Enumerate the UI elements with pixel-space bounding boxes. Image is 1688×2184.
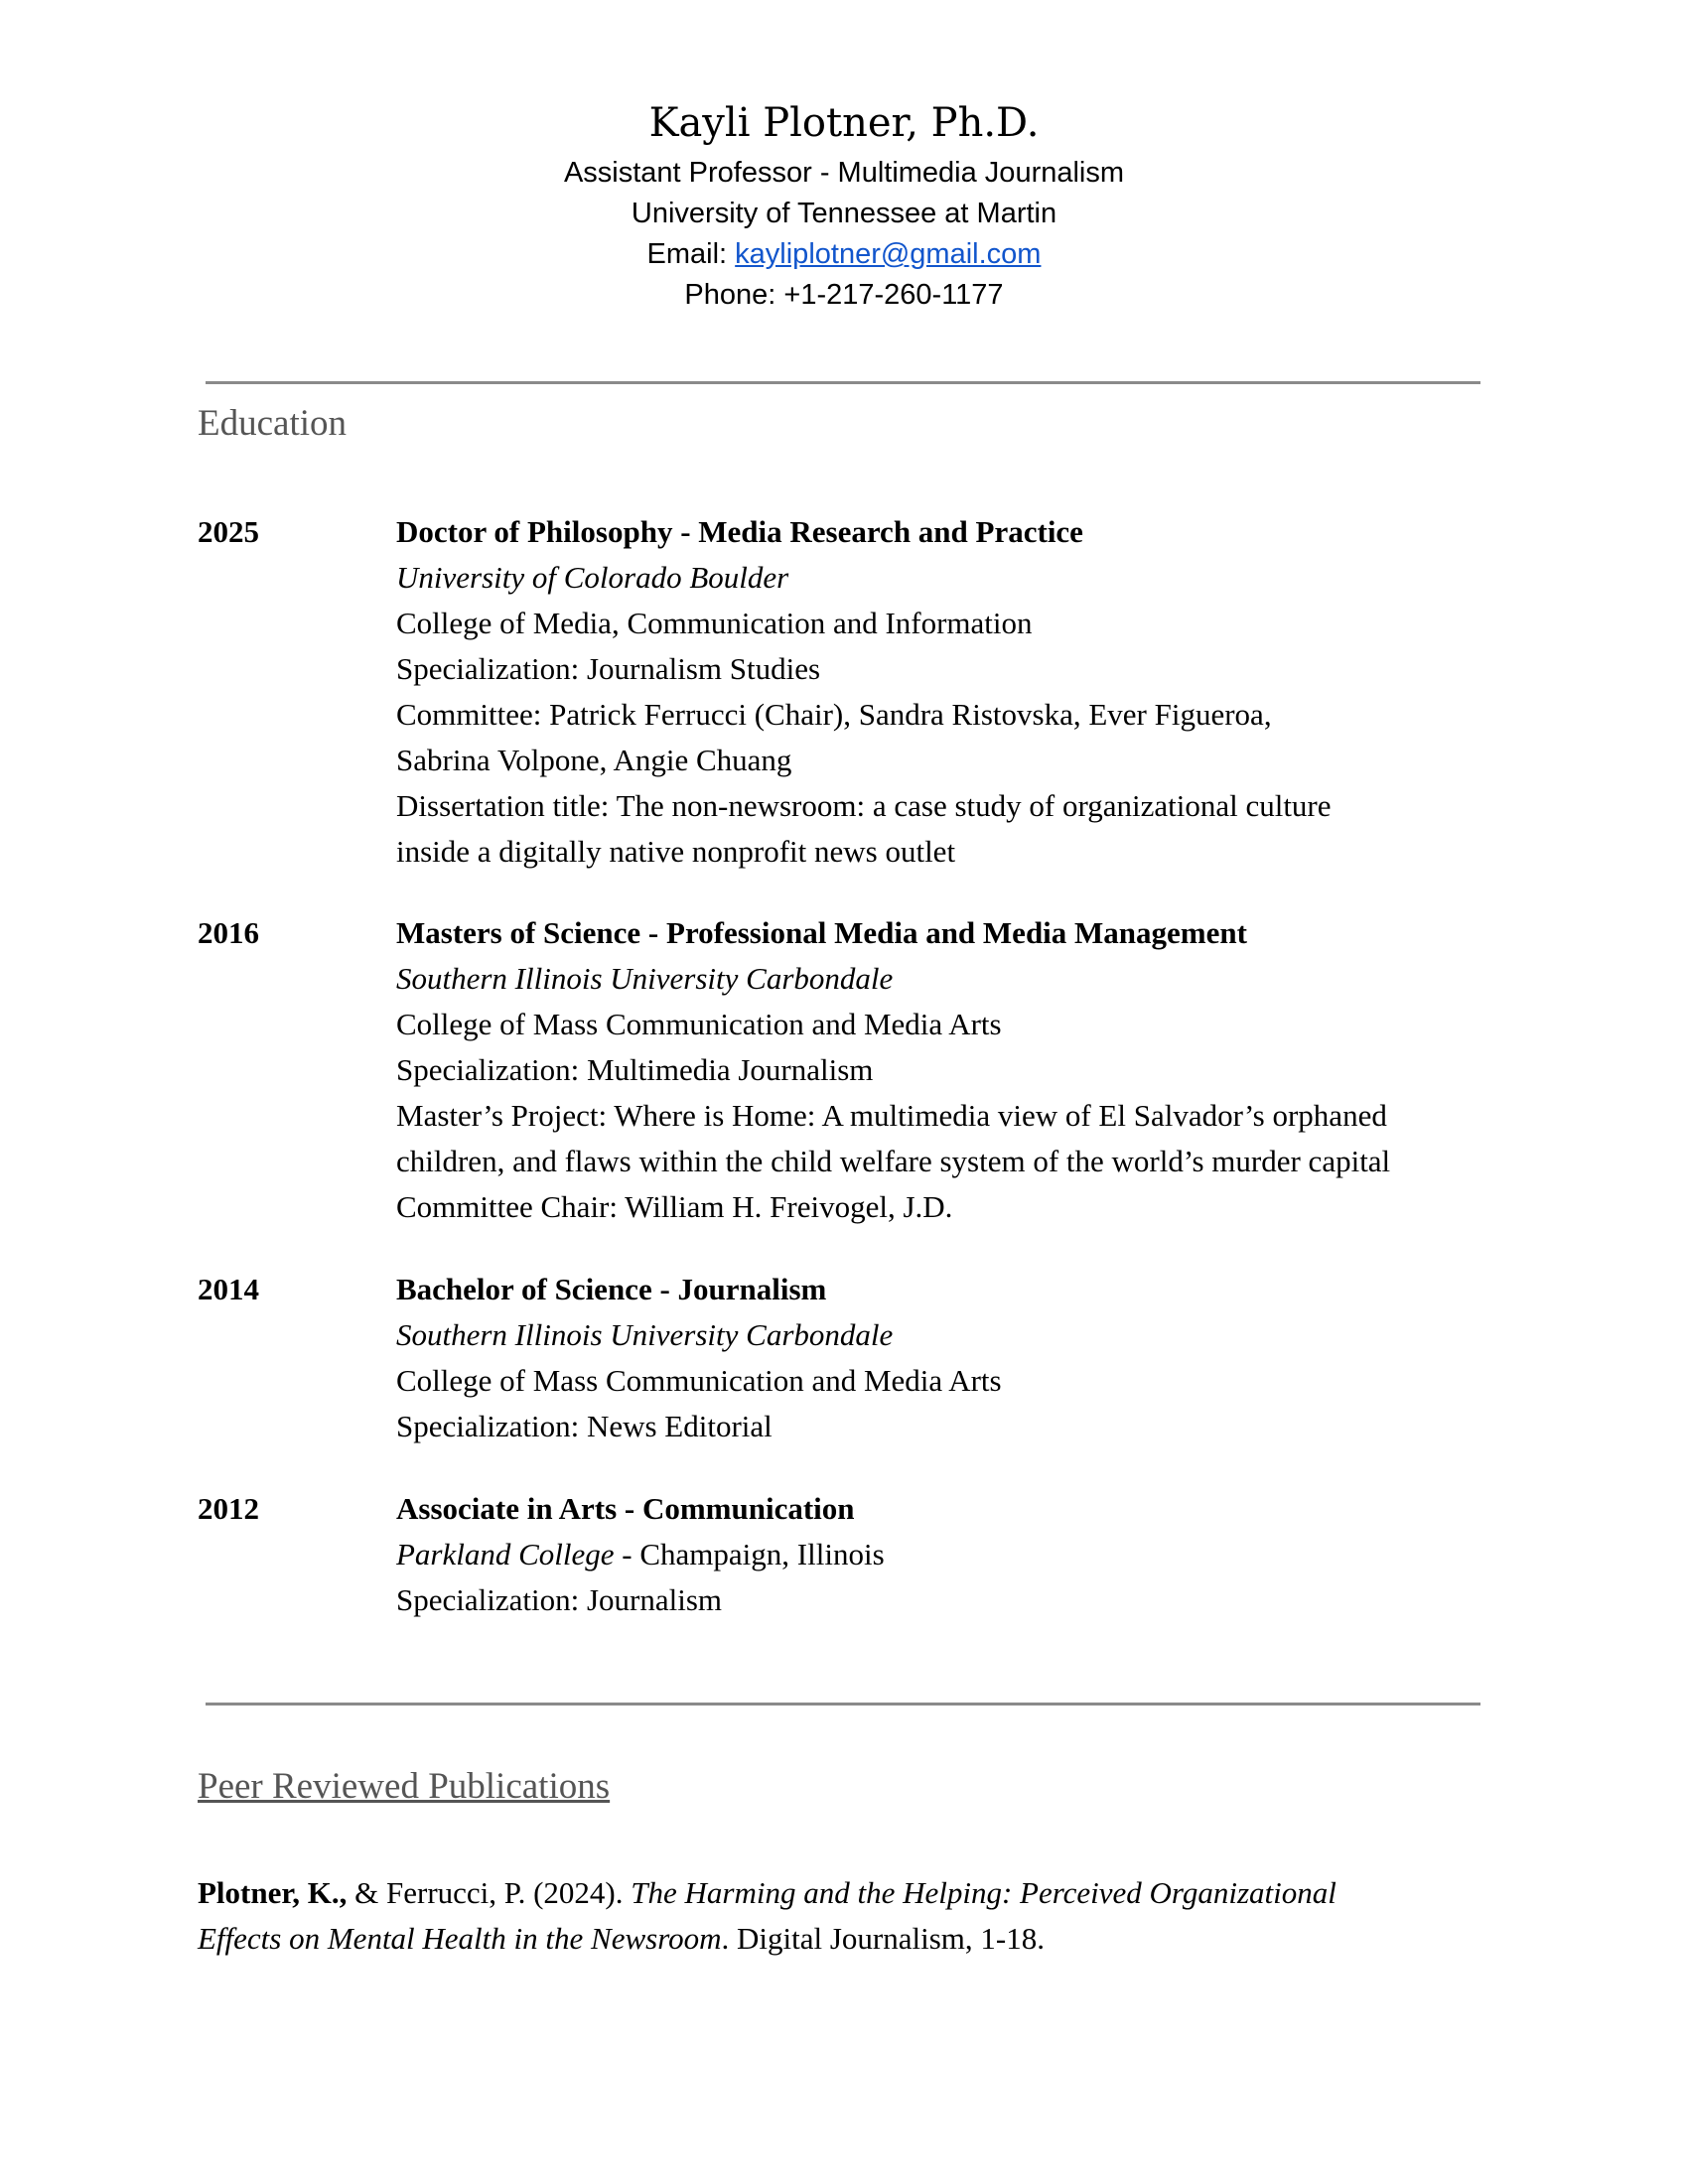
publication-title: Effects on Mental Health in the Newsroom (198, 1921, 722, 1956)
detail-line: Master’s Project: Where is Home: A multimedia view of El Salvador’s orphaned (396, 1098, 1387, 1133)
publication-line (198, 1870, 1488, 1916)
email-label: Email: (646, 238, 736, 270)
institution-name: Southern Illinois University Carbondale (396, 1317, 894, 1352)
degree-title: Doctor of Philosophy - Media Research and Practice (396, 514, 1083, 549)
publication-title: The Harming and the Helping: Perceived Organizational (631, 1875, 1336, 1910)
detail-line: Sabrina Volpone, Angie Chuang (396, 743, 792, 777)
education-year: 2014 (198, 1272, 259, 1306)
detail-line: Dissertation title: The non-newsroom: a case study of organizational culture (396, 788, 1332, 823)
job-title: Assistant Professor - Multimedia Journalism (563, 157, 1125, 189)
education-year: 2016 (198, 915, 259, 950)
education-details (396, 1267, 1488, 1449)
detail-line: Specialization: Journalism Studies (396, 651, 821, 686)
publication-entry (198, 1870, 1488, 1962)
education-heading: Education (198, 403, 348, 444)
institution-name: Southern Illinois University Carbondale (396, 961, 894, 996)
email-link[interactable]: kayliplotner@gmail.com (735, 238, 1042, 270)
detail-line: College of Mass Communication and Media Arts (396, 1007, 1002, 1041)
detail-line: Committee Chair: William H. Freivogel, J.D. (396, 1189, 953, 1224)
divider-top (206, 381, 1480, 384)
publication-authors: & Ferrucci, P. (2024). (347, 1875, 632, 1910)
phone-line: Phone: +1-217-260-1177 (684, 279, 1004, 311)
publication-author-bold: Plotner, K., (198, 1875, 348, 1910)
detail-line: College of Media, Communication and Information (396, 606, 1033, 640)
institution-location: - Champaign, Illinois (614, 1537, 885, 1571)
education-details (396, 910, 1488, 1230)
publication-line (198, 1916, 1488, 1962)
institution-line (396, 1532, 1488, 1577)
degree-title: Bachelor of Science - Journalism (396, 1272, 827, 1306)
institution-name: Parkland College (396, 1537, 615, 1571)
institution-name: University of Colorado Boulder (396, 560, 789, 595)
detail-line: College of Mass Communication and Media Arts (396, 1363, 1002, 1398)
email-line (0, 234, 1688, 275)
detail-line: inside a digitally native nonprofit news outlet (396, 834, 956, 869)
education-details (396, 1486, 1488, 1623)
education-year: 2012 (198, 1491, 259, 1526)
detail-line: Specialization: Journalism (396, 1582, 723, 1617)
degree-title: Masters of Science - Professional Media and Media Management (396, 915, 1247, 950)
person-name: Kayli Plotner, Ph.D. (648, 100, 1040, 146)
degree-title: Associate in Arts - Communication (396, 1491, 855, 1526)
education-details (396, 509, 1488, 875)
divider-bottom (206, 1703, 1480, 1706)
cv-header (0, 95, 1688, 316)
detail-line: Committee: Patrick Ferrucci (Chair), Sandra Ristovska, Ever Figueroa, (396, 697, 1272, 732)
employer: University of Tennessee at Martin (631, 198, 1057, 229)
publication-venue: . Digital Journalism, 1-18. (721, 1921, 1045, 1956)
education-year: 2025 (198, 514, 259, 549)
detail-line: Specialization: News Editorial (396, 1409, 773, 1443)
detail-line: children, and flaws within the child welfare system of the world’s murder capital (396, 1144, 1391, 1178)
detail-line: Specialization: Multimedia Journalism (396, 1052, 874, 1087)
publications-heading: Peer Reviewed Publications (198, 1766, 611, 1807)
